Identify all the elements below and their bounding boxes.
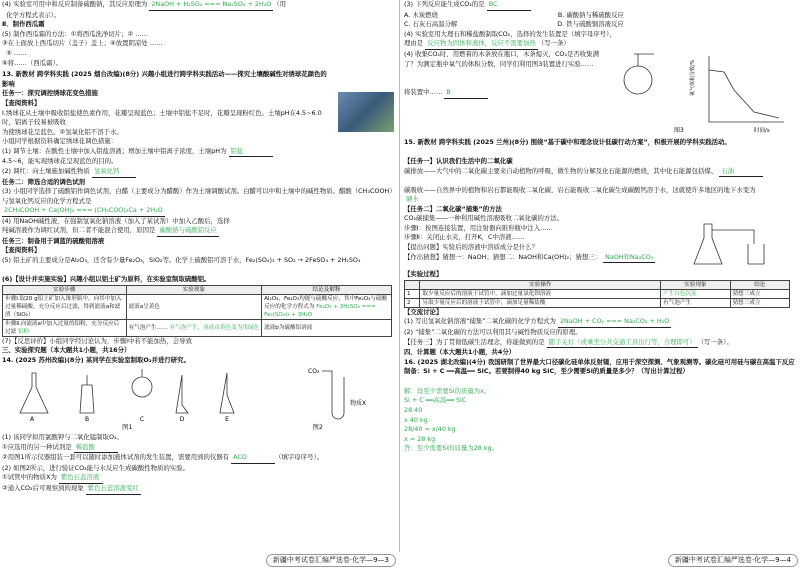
fig-label-d: D <box>179 416 185 424</box>
question-16: 16. (2025 湖北改编)(4分) 我国研制了世界最大口径碳化硅单体反射镜，应用于深空探测、气象观测等。碳化硅可用硅与碳在高温下反应制备：Si + C ══高温══ SiC。若要制得40 kg SiC，至少需要Si的质量是多少？（写出计算过程） <box>404 357 795 376</box>
right-page: (3) 下列反应能生成CO₂的是 BC A. 木炭燃烧 B. 碳酸钠与稀硫酸反应 C. 石灰石高温分解 D. 铁与硫酸铜溶液反应 (4) 实验室用大理石和稀盐酸制取CO₂，选择的发生装置是（填字母序号）， 理由是 反应物为固体和液体，反应不需要加热 （写一条） (4) 收集CO₂时，用燃着的木条放在瓶口，木条熄灭，CO₂是否收集满了？为测定瓶中氧气的体积分数，同学们利用图3装置进行实验…… 将装置中…… B 图3 时间/s 氧气体积分数/% 15. 新教材 跨学科实践 (2025 兰州)(8分) 围绕“基于碳中和理念设计低碳行动方案”，积极开展的学科实践活动。 【任务一】认识我们生活中的二氧化碳 碳排放——大气中的二氧化碳主要来自动植物的呼吸、微生物的分解及化石能源的燃烧，其中化石能源包括煤、 石油 碳吸收——自然界中的植物和岩石都能吸收二氧化碳，岩石能吸收二氧化碳生成碳酸钙溶于水，这就使许多地区的地下水变为 硬水 【任务二】二氧化碳“捕集”的方法 CO₂碳捕集——一种利用碱性溶液吸收二氧化碳的方法。 步骤Ⅰ：按图连接装置，用注射器向锥形瓶中注入…… 步骤Ⅱ：关闭止水夹，打开K，C中溶液…… 【提出问题】实验后的溶液中溶质成分是什么？ 【作出猜想】猜想一：NaOH；猜想二：NaOH和Ca(OH)₂；猜想三： NaOH和Na₂CO₃ 【实验过程】 实验操作 实验现象 结论 1 取少量反应后的溶液于试管中，滴加过量氯化钡溶液 产生白色沉淀 猜想三成立 2 另取少量反应后的溶液于试管中，滴加足量稀盐酸 有气泡产生 猜想三成立 【交流讨论】 (1) 写出氢氧化钠溶液“捕集”二氧化碳的化学方程式为 2NaOH + CO₂ === Na₂CO₃ + H₂O (2) “捕集”二氧化碳的方法可以利用其与碱性物质反应的原理。 【任务三】为了贯彻低碳生活理念，你能做到的是 随手关灯（或乘坐公共交通工具出行等，合理即可） （写一条）。 四、计算题（本大题共1小题，共4分） 16. (2025 湖北改编)(4分) 我国研制了世界最大口径碳化硅单体反射镜，应用于深空探测、气象观测等。碳化硅可用硅与碳在高温下反应制备：Si + C ══高温══ SiC。若要制得40 kg SiC，至少需要Si的质量是多少？（写出计算过程） 解：设至少需要Si的质量为x。 Si + C ══高温══ SiC 28 40 x 40 kg 28/40 = x/40 kg x = 28 kg 答：至少需要Si的质量为28 kg。 新疆中考试卷汇编严选卷·化学—9—4 <box>404 0 798 569</box>
question-14: 14. (2025 苏州改编)(8分) 某同学在实验室制取O₂并进行研究。 <box>2 355 190 364</box>
fig-label-a: A <box>29 416 35 424</box>
figure-1-caption: 图1 <box>122 423 133 432</box>
solution-line: 解：设至少需要Si的质量为x。 <box>404 386 491 395</box>
task-heading: 任务一：探究调控绣球花变色措施 <box>2 89 98 98</box>
oxygen-curve <box>709 70 779 118</box>
apparatus-diagram <box>684 214 794 270</box>
svg-text:氧气体积分数/%: 氧气体积分数/% <box>690 59 696 96</box>
svg-text:物质X: 物质X <box>350 400 367 408</box>
question-13: 13. 新教材 跨学科实践 (2025 烟台改编)(8分) 兴趣小组进行跨学科实践活动——探究土壤酸碱性对绣球花颜色的影响 <box>2 70 327 88</box>
hydrangea-photo <box>338 92 394 132</box>
fig-label-c: C <box>139 416 145 424</box>
figure-2-caption: 图2 <box>312 423 323 432</box>
fig-label-e: E <box>225 416 229 424</box>
figure-1 <box>2 365 396 423</box>
page-footer: 新疆中考试卷汇编严选卷·化学—9—4 <box>404 553 798 567</box>
figure-3 <box>614 50 794 136</box>
table-cell: 步骤Ⅰ.取20 g铝土矿加入锥形瓶中，向其中加入过量稀硫酸，充分反应后过滤，得到滤液a和滤渣（SiO₂） <box>3 294 127 319</box>
figure-2 <box>302 365 392 423</box>
experiment-table-1: 实验步骤 实验现象 结论及解释 步骤Ⅰ.取20 g铝土矿加入锥形瓶中，向其中加入过量稀硫酸，充分反应后过滤，得到滤液a和滤渣（SiO₂） 滤液a呈黄色 Al₂O₃、Fe₂O₃均能与硫酸反应，其中Fe₂O₃与硫酸反应的化学方程式为 Fe₂O₃ + 3H₂SO₄ === Fe₂(SO₄)₃ + 3H₂O 步骤Ⅱ.向滤液a中加入过量的铝粉，充分反应后过滤 铝粉 有气泡产生…… 有气泡产生，溶液由黄色变为浅绿色 滤液b为硫酸铝溶液 <box>2 285 392 337</box>
svg-text:CO₂: CO₂ <box>308 368 320 376</box>
question-15: 15. 新教材 跨学科实践 (2025 兰州)(8分) 围绕“基于碳中和理念设计低碳行动方案”，积极开展的学科实践活动。 <box>404 137 731 146</box>
section-heading: Ⅱ．制作西瓜霜 <box>2 20 45 29</box>
answer-blank: 2NaOH + H₂SO₄ === Na₂SO₄ + 2H₂O <box>149 0 273 11</box>
svg-text:时间/s: 时间/s <box>754 127 770 134</box>
page-footer: 新疆中考试卷汇编严选卷·化学—9—3 <box>2 553 396 567</box>
section-title: 三、实验探究题（本大题共1小题，共16分） <box>2 346 131 355</box>
left-page: (4) 实验室可用中和反应制备硫酸钠，其反应原理为 2NaOH + H₂SO₄ === Na₂SO₄ + 2H₂O （用 化学方程式表示）。 Ⅱ．制作西瓜霜 (5) 制作西瓜霜的方法：①将西瓜洗净切片；② …… ③在上面放上西瓜切片（盖子）盖上；④放置阴凉处 …… ⑤ …… ⑥将……（西瓜霜）。 13. 新教材 跨学科实践 (2025 烟台改编)(8分) 兴趣小组进行跨学科实践活动——探究土壤酸碱性对绣球花颜色的影响 任务一：探究调控绣球花变色措施 【查阅资料】 I.绣球花从土壤中吸收铝盐使色素作用，花瓣呈现蓝色；土壤中铝盐不足时，花瓣呈现粉红色。土壤pH在4.5~6.0时，铝离子较易被吸收 为使绣球花呈蓝色。②氢氧化铝不溶于水。 小组同学根据资料确定绣球花调色措施： (1) 调节土壤：在酸性土壤中加入铝盐溶液；增加土壤中铝离子浓度，土壤pH为 铝盐 4.5~6，能实现绣球花呈现蓝色的目的。 (2) 调红：向土壤施加碱性物质 氢氧化钙 任务二：筛选合适的调色试剂 (3) 小组同学选择了硫酸铝作调色试剂，白醋（主要成分为醋酸）作为土壤调酸试剂。白醋可以中和土壤中的碱性物质。醋酸（CH₃COOH）与氢氧化钙反应的化学方程式是 2CH₃COOH + Ca(OH)₂ === (CH₃COO)₂Ca + 2H₂O (4) 用NaOH碱性液，在强制氢氧化钠溶液（加入了某试剂）中加入乙酸后，选择 纯碱溶液作为调红试剂，但二者不能混合使用，原因是 碳酸钠与硫酸铝反应 任务三：制备用于调蓝的硫酸铝溶液 【查阅资料】 (5) 铝土矿的主要成分是Al₂O₃，还含有少量Fe₂O₃，SiO₂等。化学上硫酸铝可溶于水，Fe₂(SO₄)₃ + SO₂ → 2FeSO₄ + 2H₂SO₄ (6)【设计并实施实验】兴趣小组以铝土矿为原料，在实验室制取硫酸铝。 实验步骤 实验现象 结论及解释 步骤Ⅰ.取20 g铝土矿加入锥形瓶中，向其中加入过量稀硫酸，充分反应后过滤，得到滤液a和滤渣（SiO₂） 滤液a呈黄色 Al₂O₃、Fe₂O₃均能与硫酸反应，其中Fe₂O₃与硫酸反应的化学方程式为 Fe₂O₃ + 3H₂SO₄ === Fe₂(SO₄)₃ + 3H₂O 步骤Ⅱ.向滤液a中加入过量的铝粉，充分反应后过滤 铝粉 有气泡产生…… 有气泡产生，溶液由黄色变为浅绿色 滤液b为硫酸铝溶液 (7)【反思评价】小组同学经讨论认为，步骤Ⅰ中若不能加热，会导致 三、实验探究题（本大题共1小题，共16分） 14. (2025 苏州改编)(8分) 某同学在实验室制取O₂并进行研究。 A B C D E CO₂ 物质X 图1 图2 (1) 该同学拟用氯酸钾与二氧化锰制取O₂。 ①应选用的另一种试剂是 稀盐酸 ②用图1所示仪器组装一套可以随时添加液体试剂的发生装置，需要用到的仪器有 ACD （填字母序号）。 (2) 如图2所示，进行验证CO₂能与水反应生成碳酸性物质的实验。 ①试管中的物质X为 紫色石蕊溶液 ②通入CO₂后可观察到的现象 紫色石蕊溶液变红 新疆中考试卷汇编严选卷·化学—9—3 <box>2 0 396 569</box>
experiment-table-2: 实验操作 实验现象 结论 1 取少量反应后的溶液于试管中，滴加过量氯化钡溶液 产生白色沉淀 猜想三成立 2 另取少量反应后的溶液于试管中，滴加足量稀盐酸 有气泡产生 猜想三成立 <box>404 280 790 308</box>
page-divider <box>399 0 400 552</box>
svg-text:图3: 图3 <box>674 126 684 134</box>
fig-label-b: B <box>84 416 90 424</box>
section-title: 四、计算题（本大题共1小题，共4分） <box>404 348 516 357</box>
